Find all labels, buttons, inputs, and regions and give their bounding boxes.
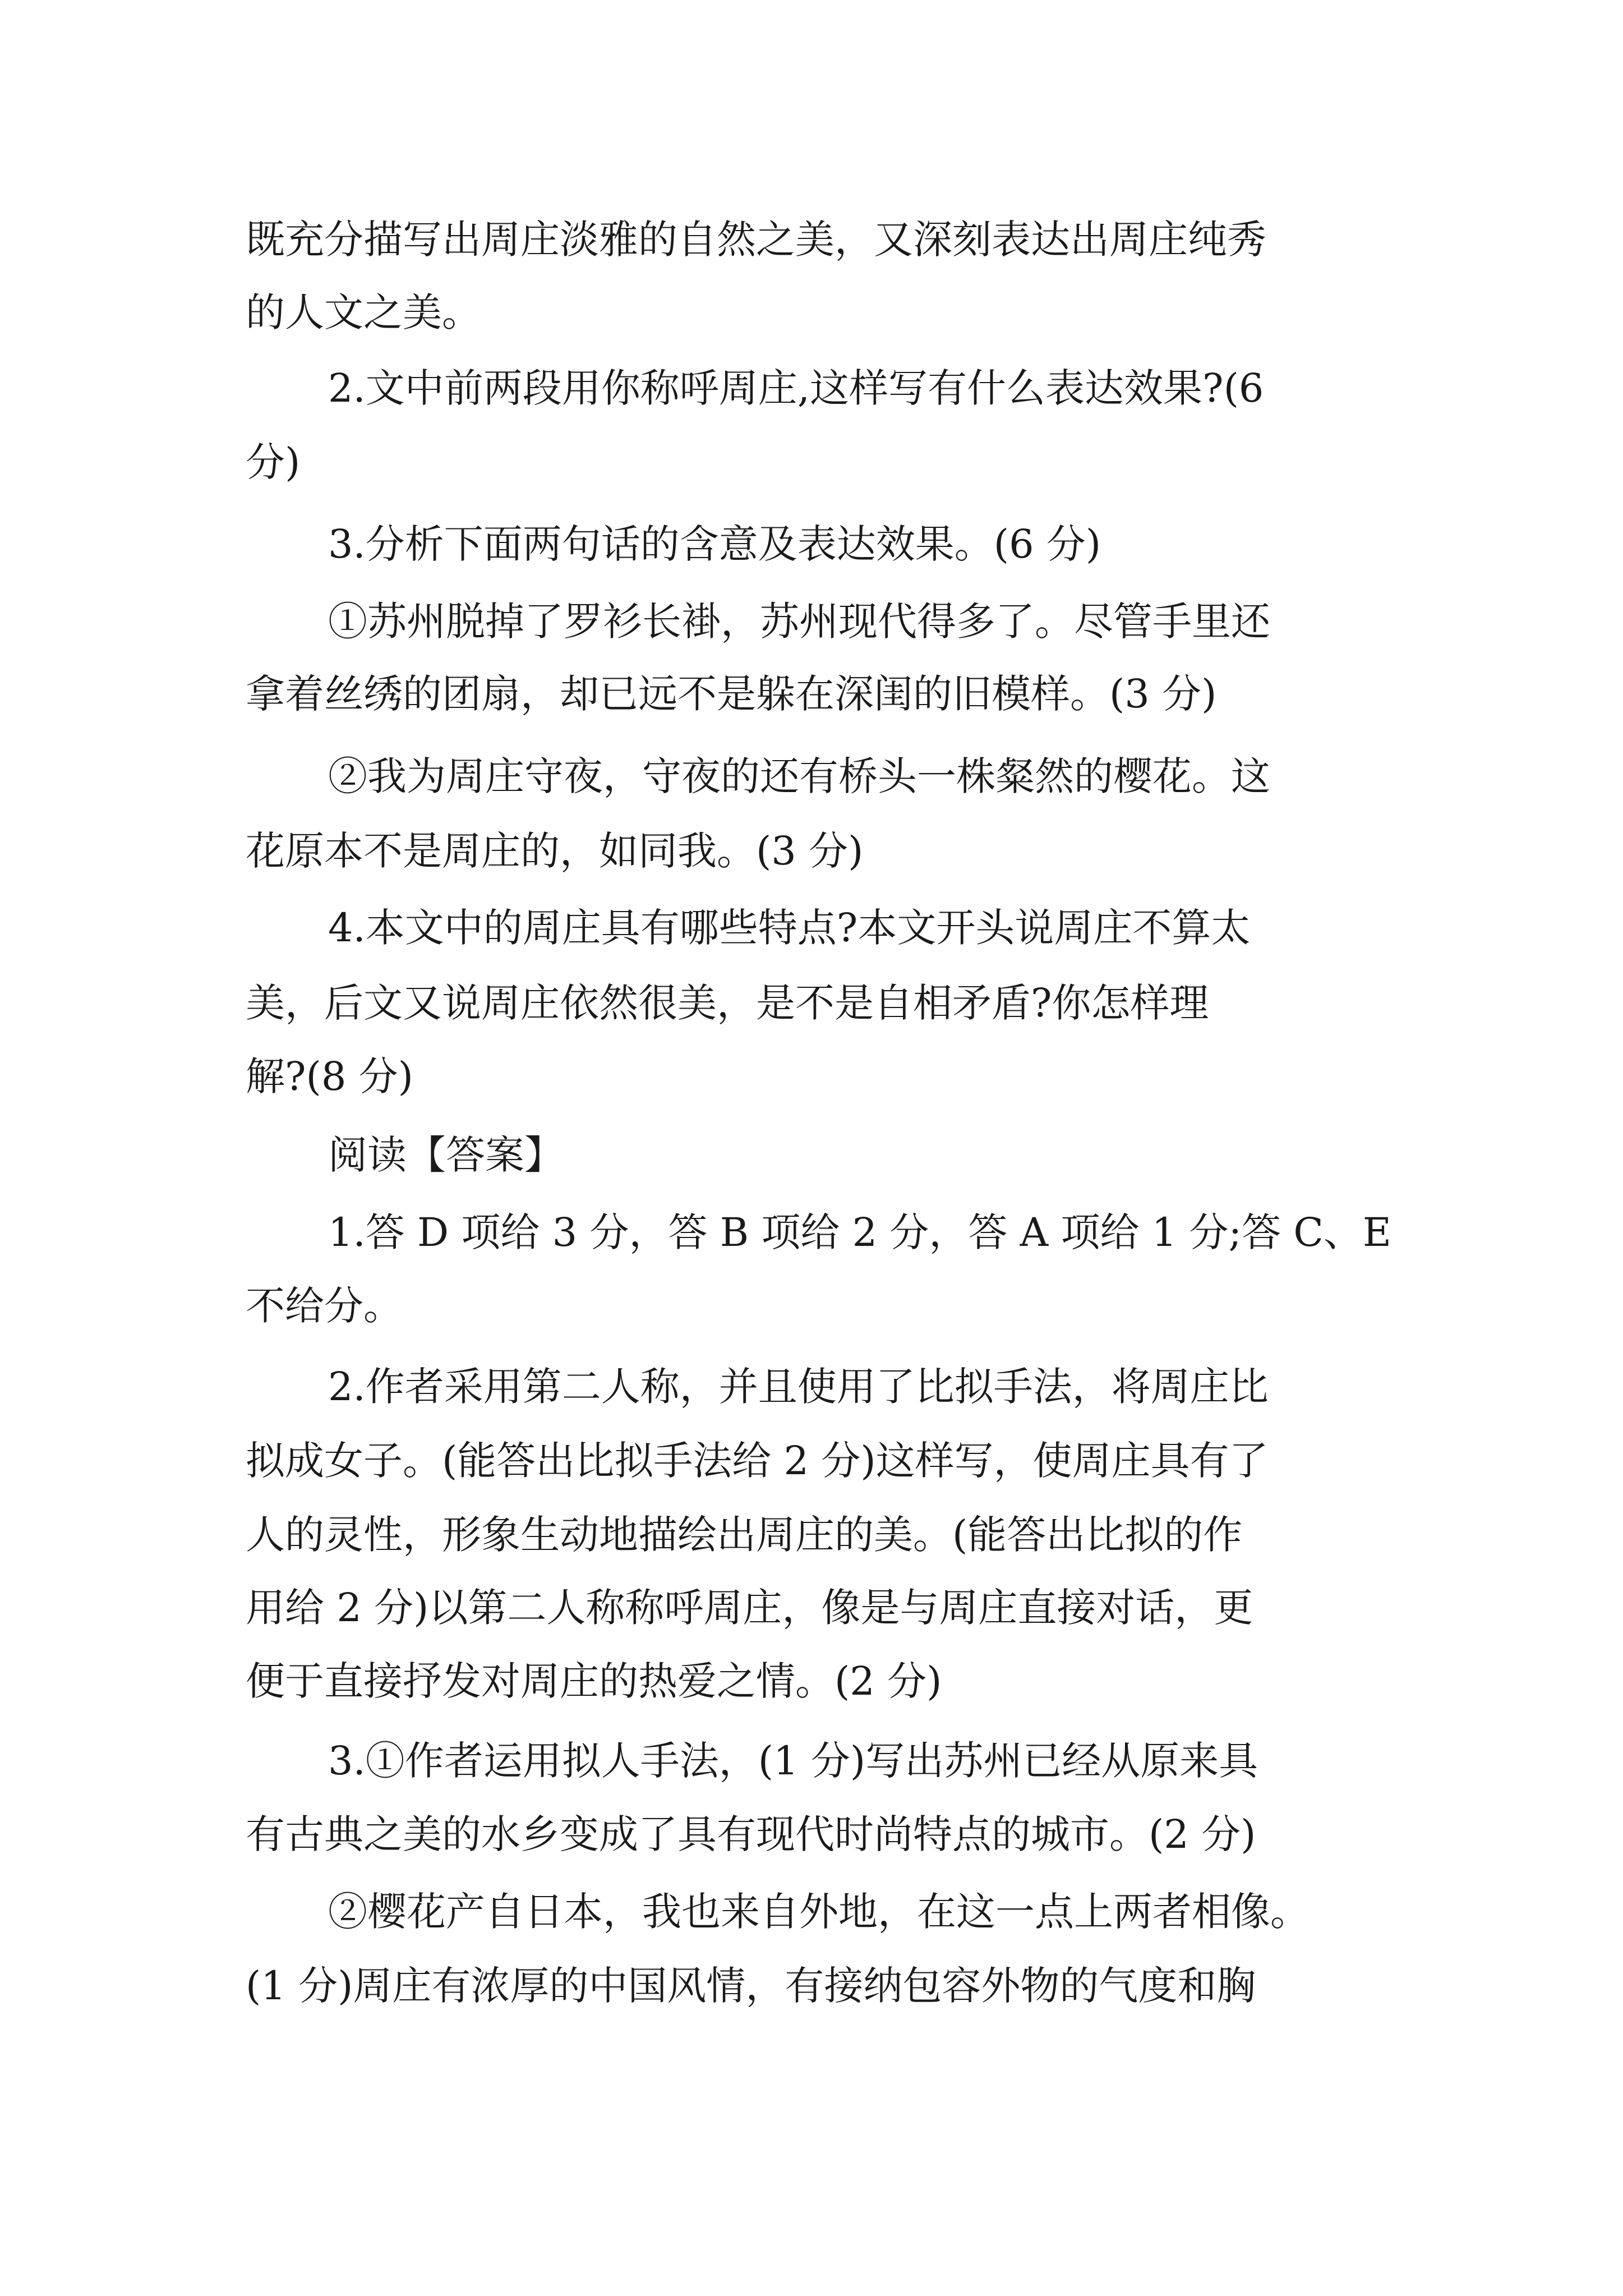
text-line-10: 4.本文中的周庄具有哪些特点?本文开头说周庄不算太 — [328, 905, 1251, 951]
text-line-24: (1 分)周庄有浓厚的中国风情，有接纳包容外物的气度和胸 — [246, 1963, 1256, 2009]
text-line-15: 不给分。 — [246, 1283, 403, 1329]
text-line-5: 3.分析下面两句话的含意及表达效果。(6 分) — [328, 521, 1101, 567]
text-line-22: 有古典之美的水乡变成了具有现代时尚特点的城市。(2 分) — [246, 1811, 1256, 1857]
text-line-14: 1.答 D 项给 3 分，答 B 项给 2 分，答 A 项给 1 分;答 C、E — [328, 1209, 1392, 1255]
text-line-18: 人的灵性，形象生动地描绘出周庄的美。(能答出比拟的作 — [246, 1512, 1243, 1558]
text-line-1: 既充分描写出周庄淡雅的自然之美，又深刻表达出周庄纯秀 — [246, 217, 1266, 263]
text-line-2: 的人文之美。 — [246, 289, 481, 335]
text-line-8: ②我为周庄守夜，守夜的还有桥头一株粲然的樱花。这 — [328, 753, 1270, 799]
text-line-3: 2.文中前两段用你称呼周庄,这样写有什么表达效果?(6 — [328, 365, 1264, 411]
text-line-17: 拟成女子。(能答出比拟手法给 2 分)这样写，使周庄具有了 — [246, 1438, 1269, 1484]
text-line-23: ②樱花产自日本，我也来自外地，在这一点上两者相像。 — [328, 1889, 1310, 1935]
text-line-9: 花原本不是周庄的，如同我。(3 分) — [246, 828, 864, 874]
text-line-12: 解?(8 分) — [246, 1053, 413, 1099]
text-line-13: 阅读【答案】 — [328, 1132, 564, 1178]
text-line-4: 分) — [246, 439, 301, 485]
text-line-21: 3.①作者运用拟人手法，(1 分)写出苏州已经从原来具 — [328, 1738, 1258, 1784]
text-line-16: 2.作者采用第二人称，并且使用了比拟手法，将周庄比 — [328, 1364, 1269, 1410]
text-line-19: 用给 2 分)以第二人称称呼周庄，像是与周庄直接对话，更 — [246, 1585, 1253, 1631]
text-line-7: 拿着丝绣的团扇，却已远不是躲在深闺的旧模样。(3 分) — [246, 671, 1217, 717]
text-line-6: ①苏州脱掉了罗衫长褂，苏州现代得多了。尽管手里还 — [328, 599, 1270, 645]
text-line-11: 美，后文又说周庄依然很美，是不是自相矛盾?你怎样理 — [246, 980, 1209, 1026]
text-line-20: 便于直接抒发对周庄的热爱之情。(2 分) — [246, 1658, 942, 1704]
